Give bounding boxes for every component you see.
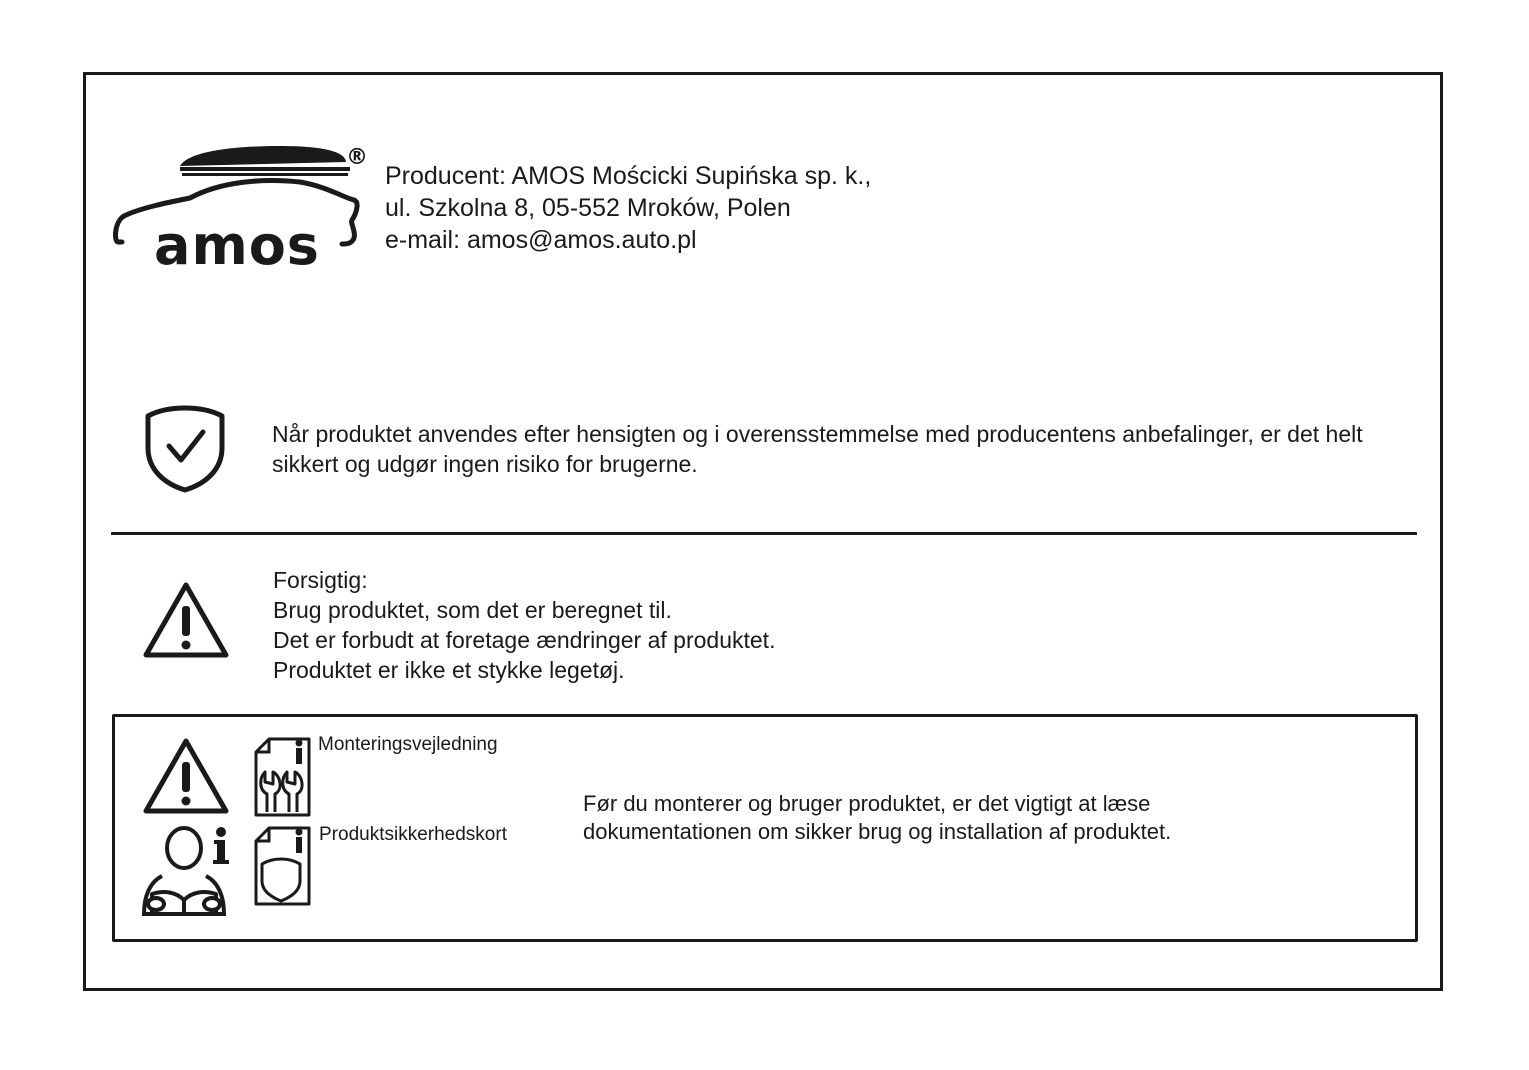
section-divider: [111, 532, 1417, 535]
shield-check-icon: [143, 404, 227, 494]
caution-line: Brug produktet, som det er beregnet til.: [273, 597, 672, 623]
doc-label-mounting: Monteringsvejledning: [318, 734, 498, 755]
warning-triangle-icon: [142, 736, 230, 816]
caution-line: Det er forbudt at foretage ændringer af produktet.: [273, 627, 776, 653]
document-shield-icon: [253, 825, 313, 907]
logo-wordmark: amos: [154, 214, 320, 272]
registered-mark: ®: [346, 145, 368, 170]
manufacturer-address: ul. Szkolna 8, 05-552 Mroków, Polen: [385, 194, 791, 222]
caution-title: Forsigtig:: [273, 567, 368, 593]
reader-info-icon: [140, 824, 236, 920]
manufacturer-info: [385, 160, 871, 256]
documentation-text: [583, 790, 1171, 846]
doc-label-safety-card: Produktsikkerhedskort: [319, 824, 507, 845]
document-wrench-icon: [253, 736, 313, 818]
manufacturer-email: e-mail: amos@amos.auto.pl: [385, 226, 697, 254]
documentation-text-line: Før du monterer og bruger produktet, er det vigtigt at læse: [583, 791, 1151, 816]
safety-statement: Når produktet anvendes efter hensigten og i overensstemmelse med producentens anbefalinger, er det helt sikkert og udgør ingen risiko for brugerne.: [272, 421, 1363, 477]
caution-line: Produktet er ikke et stykke legetøj.: [273, 657, 625, 683]
caution-block: [273, 565, 775, 685]
manufacturer-name: Producent: AMOS Mościcki Supińska sp. k.,: [385, 162, 872, 190]
warning-triangle-icon: [142, 580, 230, 660]
documentation-text-line: dokumentationen om sikker brug og installation af produktet.: [583, 819, 1172, 844]
amos-logo: [110, 138, 378, 272]
